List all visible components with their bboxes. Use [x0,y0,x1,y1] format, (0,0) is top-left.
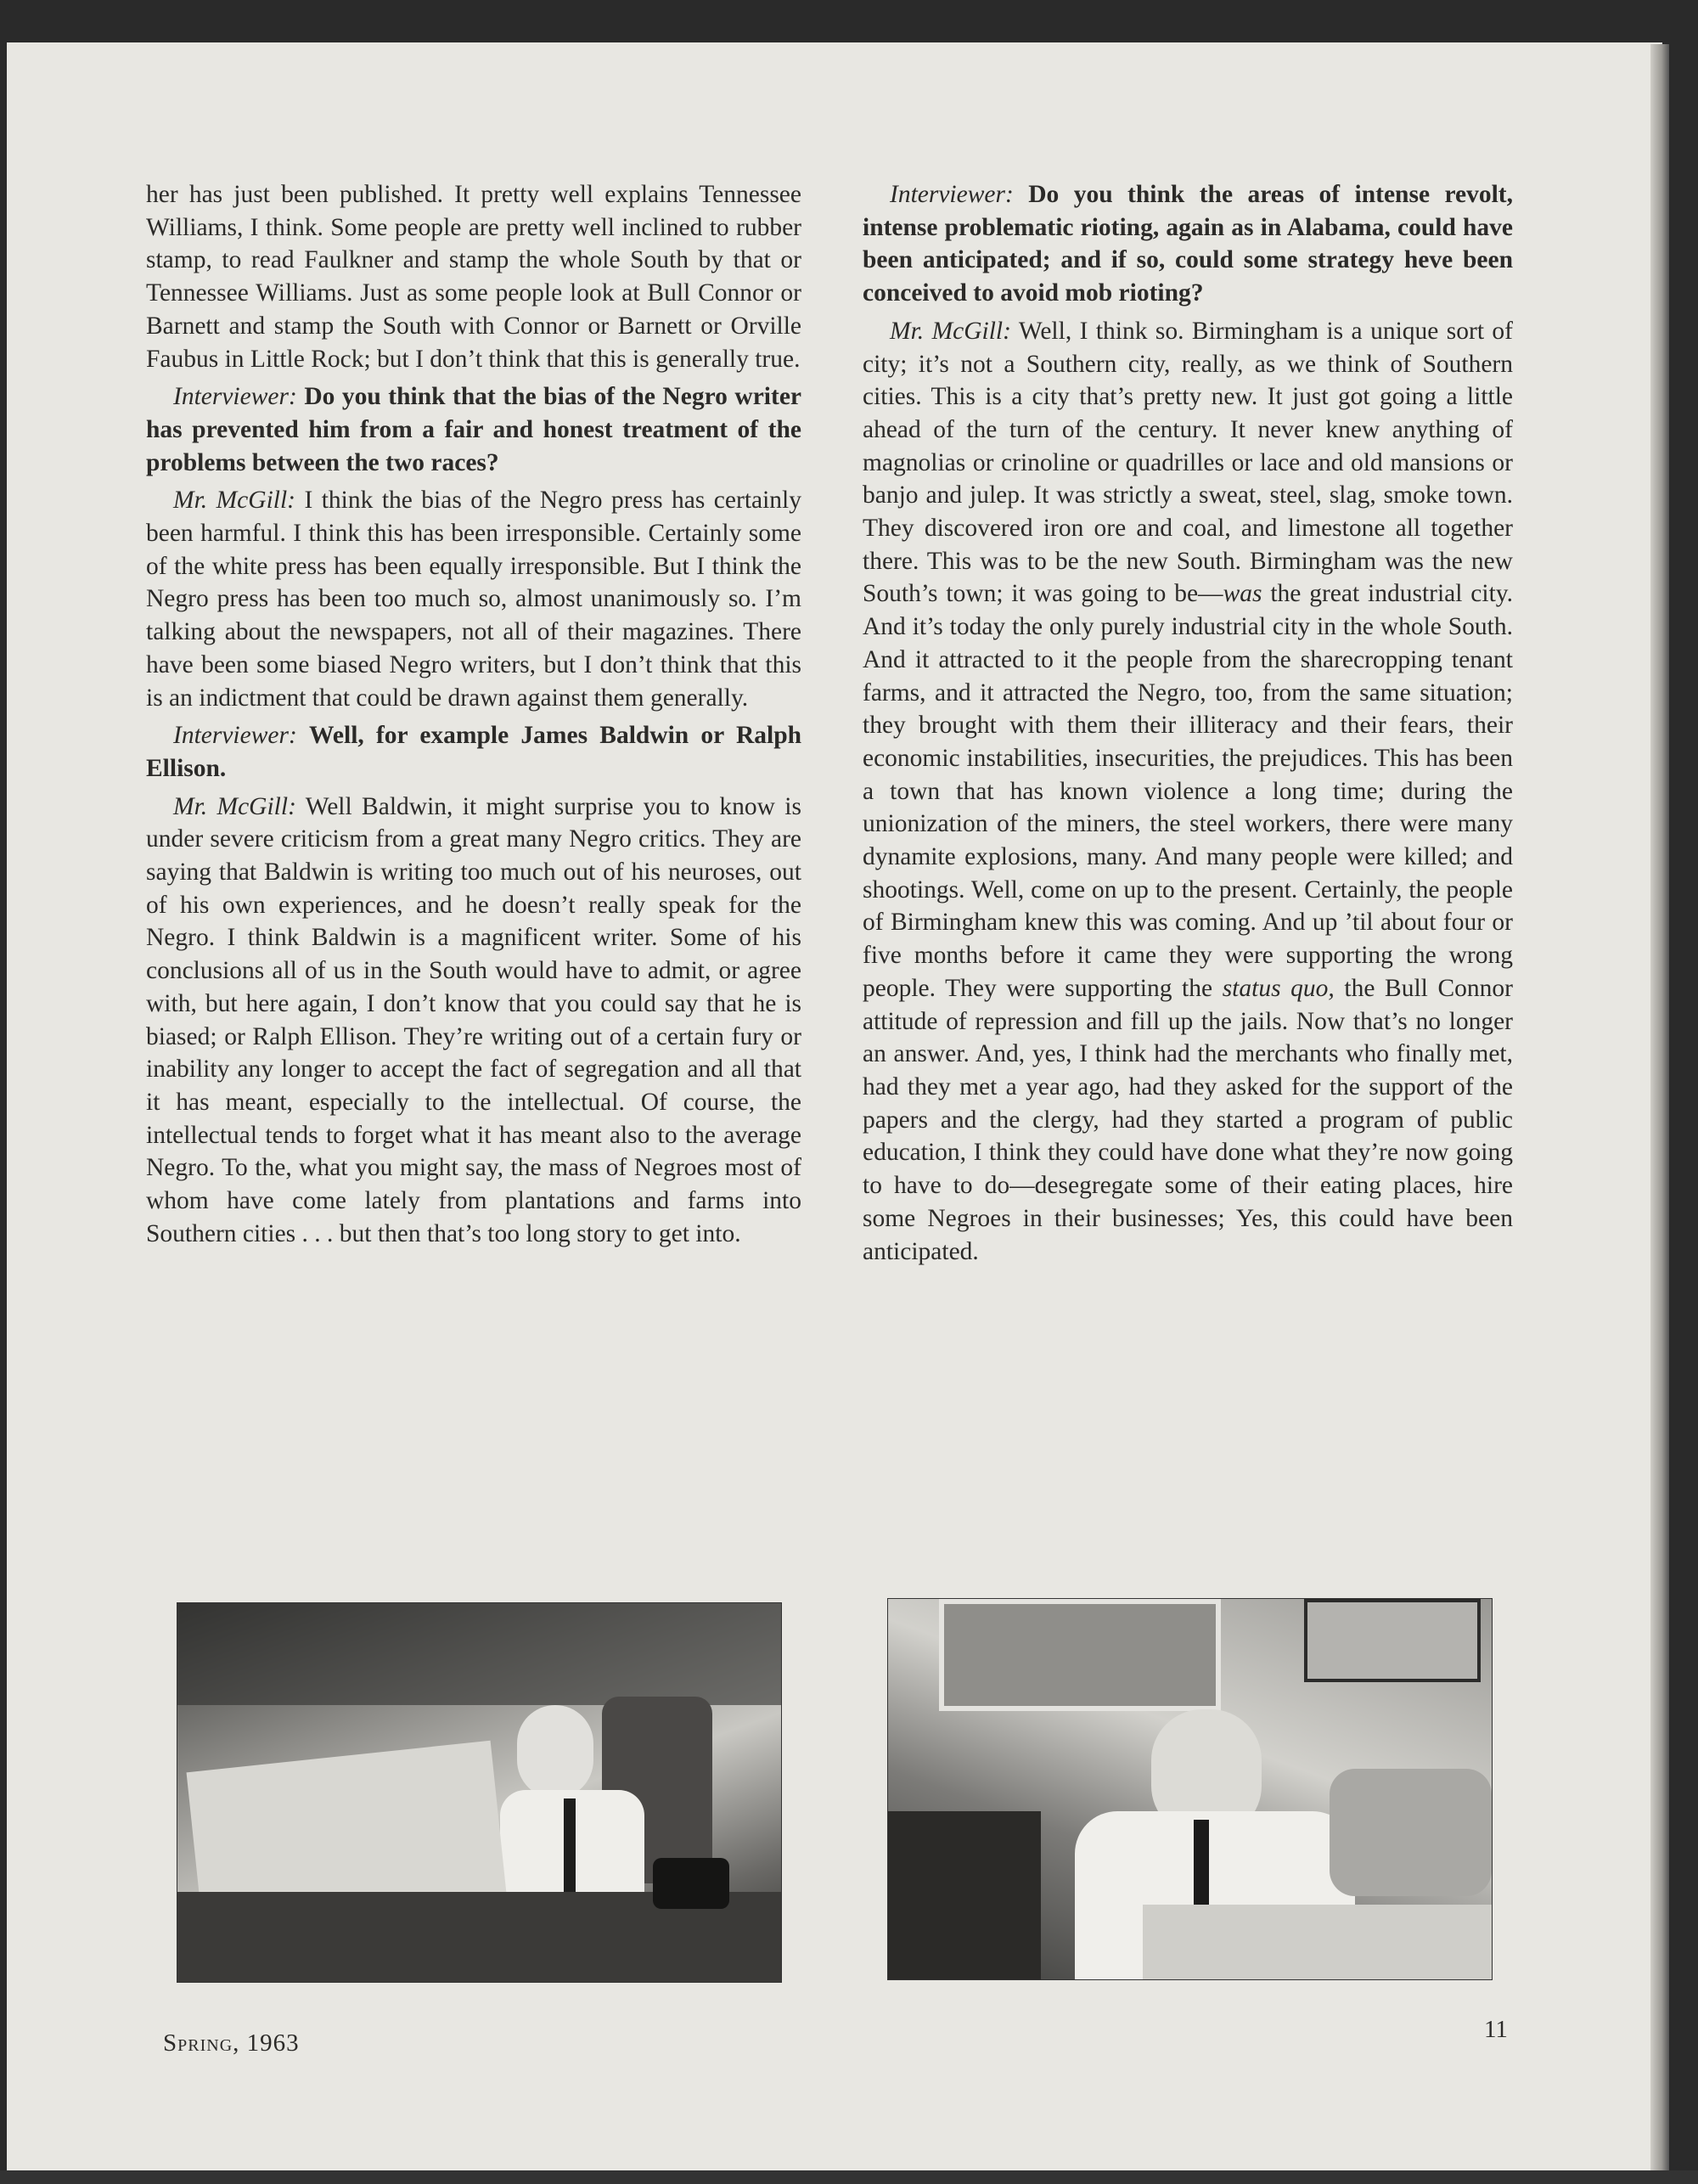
scan-border [0,2170,1698,2184]
emphasis: status quo, [1222,974,1335,1002]
question-text: Do you think the areas of intense revolt, intense problematic rioting, again as in Alabama, could have been anticipated; and if so, could some strategy heve been conceived to avoid mob rioting? [863,181,1514,307]
left-column [146,178,801,1256]
question-text: Well, for example James Baldwin or Ralph Ellison. [146,722,802,782]
speaker-label: Mr. McGill: [173,792,296,820]
answer-text: I think the bias of the Negro press has certainly been harmful. I think this has been irresponsible. Certainly some of the white press has been equally irresponsible. But I think the Negro press has been too much so, almost unanimously so. I’m talking about the newspapers, not all of their magazines. There have been some biased Negro writers, but I don’t think that this is an indictment that could be drawn against them generally. [146,487,801,712]
answer-text: the Bull Connor attitude of repression and fill up the jails. Now that’s no longer an answer. And, yes, I think had the merchants who finally met, had they met a year ago, had they asked for the support of the papers and the clergy, had they started a program of public education, I think they could have done what they’re now going to have to do—desegregate some of their eating places, hire some Negroes in their businesses; Yes, this could have been anticipated. [863,974,1513,1265]
speaker-label: Interviewer: [173,383,297,411]
answer-text: the great industrial city. And it’s today the only purely industrial city in the whole South. And it attracted to it the people from the sharecropping tenant farms, and it attracted the Negro, too, from the same situation; they brought with them their illiteracy and their fears, their economic instabilities, insecurities, the prejudices. This has been a town that has known violence a long time; during the unionization of the miners, the steel workers, there were many dynamite explosions, many. And many people were killed; and shootings. Well, come on up to the present. Certainly, the people of Birmingham knew this was coming. And up ’til about four or five months before it came they were supporting the wrong people. They were supporting the [863,580,1513,1002]
interviewer-question [146,719,801,785]
paragraph-text: her has just been published. It pretty well explains Tennessee Williams, I think. Some people are pretty well inclined to rubber stamp, to read Faulkner and stamp the whole South by that or Tennessee Williams. Just as some people look at Bull Connor or Barnett and stamp the South with Connor or Barnett or Orville Faubus in Little Rock; but I don’t think that this is generally true. [146,181,801,373]
right-column [863,178,1513,1273]
question-text: Do you think that the bias of the Negro writer has prevented him from a fair and honest treatment of the problems between the two races? [146,383,802,476]
photo-mcgill-at-desk [177,1602,782,1983]
mcgill-answer [146,484,801,714]
speaker-label: Interviewer: [173,722,297,750]
speaker-label: Interviewer: [890,181,1014,208]
answer-text: Well, I think so. Birmingham is a unique sort of city; it’s not a Southern city, really, as we think of Southern cities. This is a city that’s pretty new. It just got going a little ahead of the turn of the century. It never knew anything of magnolias or crinoline or quadrilles or lace and old mansions or banjo and julep. It was strictly a sweat, steel, slag, smoke town. They discovered iron ore and coal, and limestone all together there. This was to be the new South. Birmingham was the new South’s town; it was going to be— [863,317,1514,608]
emphasis: was [1223,580,1262,608]
issue-date: Spring, 1963 [163,2029,300,2057]
interviewer-question [863,178,1513,310]
speaker-label: Mr. McGill: [173,487,295,515]
speaker-label: Mr. McGill: [890,317,1011,345]
photo-mcgill-thinking [887,1598,1493,1980]
answer-text: Well Baldwin, it might surprise you to know is under severe criticism from a great many Negro critics. They are saying that Baldwin is writing too much out of his neuroses, out of his own experiences, and he doesn’t really speak for the Negro. I think Baldwin is a magnificent writer. Some of his conclusions all of us in the South would have to admit, or agree with, but here again, I don’t know that you could say that he is biased; or Ralph Ellison. They’re writing out of a certain fury or inability any longer to accept the fact of segregation and all that it has meant, especially to the intellectual. Of course, the intellectual tends to forget what it has meant also to the average Negro. To the, what you might say, the mass of Negroes most of whom have come lately from plantations and farms into Southern cities . . . but then that’s too long story to get into. [146,792,801,1247]
page-number: 11 [1484,2016,1508,2043]
mcgill-answer [146,791,801,1251]
paragraph [146,178,801,375]
interviewer-question [146,380,801,479]
mcgill-answer [863,315,1513,1268]
page-edge [1650,44,1669,2176]
